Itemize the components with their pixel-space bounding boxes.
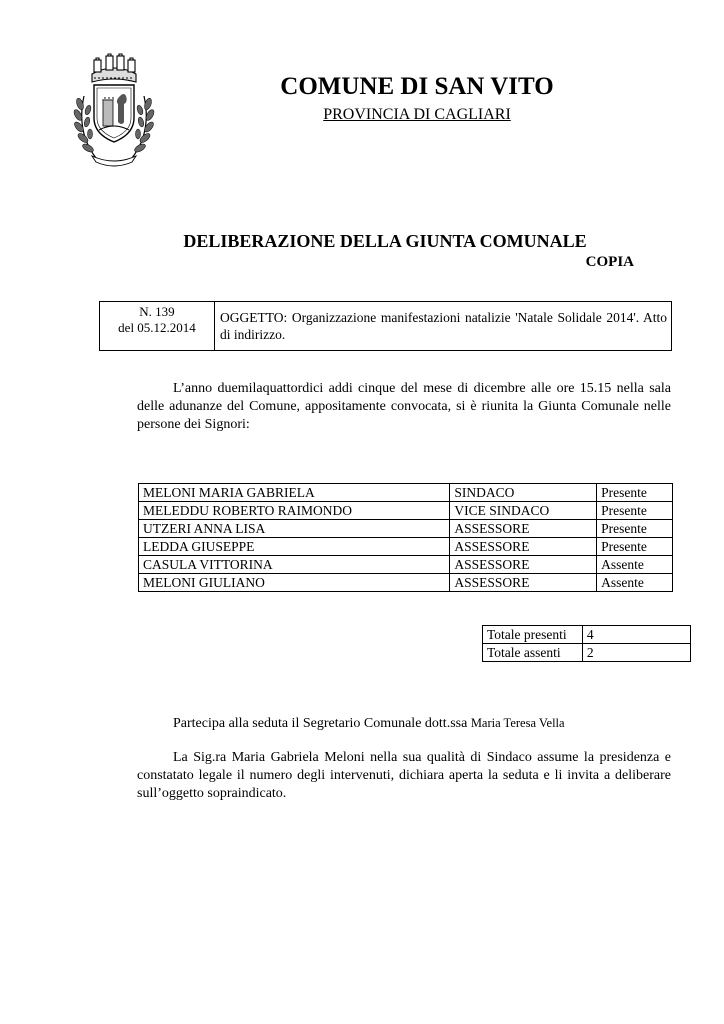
number-date-cell (100, 302, 215, 350)
presidency-paragraph: La Sig.ra Maria Gabriela Meloni nella sua qualità di Sindaco assume la presidenza e constatato legale il numero degli intervenuti, dichiara aperta la seduta e li invita a deliberare sull’oggetto sopraindicato. (137, 750, 671, 801)
member-role: SINDACO (450, 484, 597, 502)
deliberation-number: N. 139 (139, 304, 175, 319)
intro-paragraph: L’anno duemilaquattordici addi cinque del mese di dicembre alle ore 15.15 nella sala delle adunanze del Comune, appositamente convocata, si è riunita la Giunta Comunale nelle persone dei Signori: (137, 381, 671, 432)
member-name: CASULA VITTORINA (139, 556, 450, 574)
member-row (139, 520, 673, 538)
member-row (139, 574, 673, 592)
secretary-paragraph (137, 714, 677, 733)
secretary-name: Maria Teresa Vella (470, 716, 565, 730)
coat-of-arms-icon (66, 52, 162, 168)
member-role: VICE SINDACO (450, 502, 597, 520)
copy-label: COPIA (585, 254, 634, 270)
member-role: ASSESSORE (450, 556, 597, 574)
members-table (138, 483, 673, 592)
member-row (139, 538, 673, 556)
province-subtitle: PROVINCIA DI CAGLIARI (323, 106, 511, 123)
secretary-intro-text: Partecipa alla seduta il Segretario Comunale dott.ssa (173, 716, 471, 731)
totals-row (483, 644, 691, 662)
totals-label: Totale assenti (483, 644, 583, 662)
member-name: LEDDA GIUSEPPE (139, 538, 450, 556)
document-title: DELIBERAZIONE DELLA GIUNTA COMUNALE (183, 231, 587, 251)
member-name: MELEDDU ROBERTO RAIMONDO (139, 502, 450, 520)
deliberation-header-box (99, 301, 672, 351)
member-status: Presente (597, 538, 673, 556)
totals-label: Totale presenti (483, 626, 583, 644)
member-role: ASSESSORE (450, 574, 597, 592)
member-row (139, 502, 673, 520)
member-role: ASSESSORE (450, 520, 597, 538)
member-status: Presente (597, 484, 673, 502)
member-row (139, 556, 673, 574)
totals-table (482, 625, 691, 662)
deliberation-date: del 05.12.2014 (118, 320, 196, 335)
totals-value: 2 (582, 644, 690, 662)
member-status: Assente (597, 574, 673, 592)
totals-value: 4 (582, 626, 690, 644)
member-role: ASSESSORE (450, 538, 597, 556)
member-name: MELONI MARIA GABRIELA (139, 484, 450, 502)
member-name: UTZERI ANNA LISA (139, 520, 450, 538)
member-name: MELONI GIULIANO (139, 574, 450, 592)
member-status: Assente (597, 556, 673, 574)
subject-cell: OGGETTO: Organizzazione manifestazioni natalizie 'Natale Solidale 2014'. Atto di indirizzo. (220, 310, 667, 342)
member-status: Presente (597, 502, 673, 520)
municipality-title: COMUNE DI SAN VITO (280, 73, 554, 100)
member-status: Presente (597, 520, 673, 538)
member-row (139, 484, 673, 502)
totals-row (483, 626, 691, 644)
